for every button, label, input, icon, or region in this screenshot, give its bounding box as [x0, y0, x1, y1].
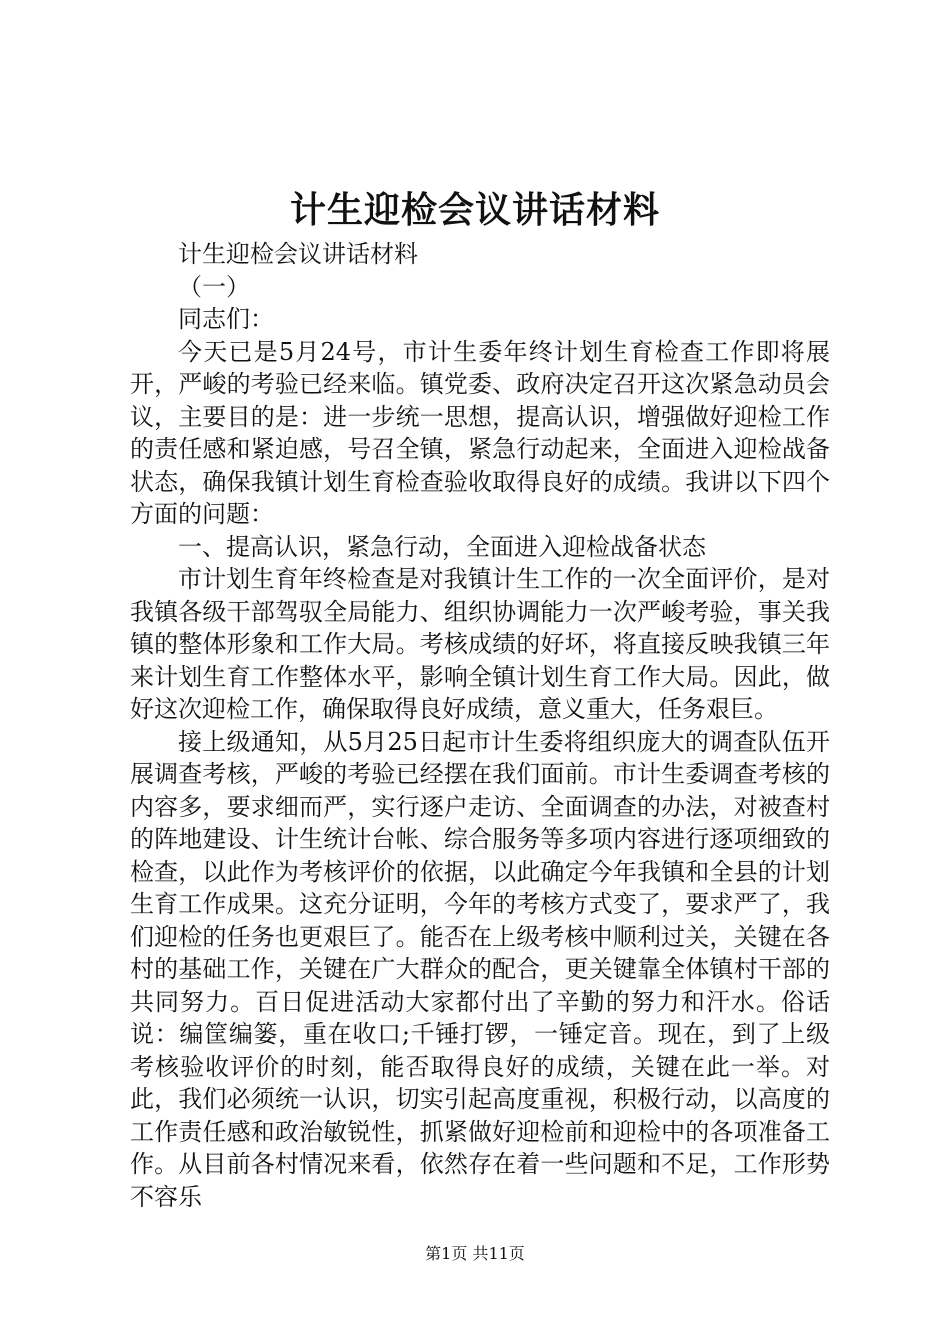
section-heading: 一、提高认识，紧急行动，全面进入迎检战备状态 — [178, 532, 706, 561]
page-footer: 第1页 共11页 — [425, 1244, 525, 1263]
body-paragraph: （一） — [178, 272, 250, 301]
body-paragraph: 接上级通知，从5月25日起市计生委将组织庞大的调查队伍开展调查考核，严峻的考验已经摆在我们面前。市计生委调查考核的内容多，要求细而严，实行逐户走访、全面调查的办法，对被查村的阵地建设、计生统计台帐、综合服务等多项内容进行逐项细致的检查，以此作为考核评价的依据，以此确定今年我镇和全县的计划生育工作成果。这充分证明，今年的考核方式变了，要求严了，我们迎检的任务也更艰巨了。能否在上级考核中顺利过关，关键在各村的基础工作，关键在广大群众的配合，更关键靠全体镇村干部的共同努力。百日促进活动大家都付出了辛勤的努力和汗水。俗话说：编筐编篓，重在收口;千锤打锣，一锤定音。现在，到了上级考核验收评价的时刻，能否取得良好的成绩，关键在此一举。对此，我们必须统一认识，切实引起高度重视，积极行动，以高度的工作责任感和政治敏锐性，抓紧做好迎检前和迎检中的各项准备工作。从目前各村情况来看，依然存在着一些问题和不足，工作形势不容乐 — [130, 727, 830, 1211]
body-paragraph: 市计划生育年终检查是对我镇计生工作的一次全面评价，是对我镇各级干部驾驭全局能力、组织协调能力一次严峻考验，事关我镇的整体形象和工作大局。考核成绩的好坏，将直接反映我镇三年来计划生育工作整体水平，影响全镇计划生育工作大局。因此，做好这次迎检工作，确保取得良好成绩，意义重大，任务艰巨。 — [130, 565, 830, 723]
document-title: 计生迎检会议讲话材料 — [289, 189, 660, 231]
body-paragraph: 同志们： — [178, 305, 274, 333]
body-paragraph: 今天已是5月24号，市计生委年终计划生育检查工作即将展开，严峻的考验已经来临。镇党委、政府决定召开这次紧急动员会议，主要目的是：进一步统一思想，提高认识，增强做好迎检工作的责任感和紧迫感，号召全镇，紧急行动起来，全面进入迎检战备状态，确保我镇计划生育检查验收取得良好的成绩。我讲以下四个方面的问题： — [130, 337, 830, 528]
body-paragraph: 计生迎检会议讲话材料 — [178, 240, 418, 268]
document-body — [130, 238, 830, 1213]
